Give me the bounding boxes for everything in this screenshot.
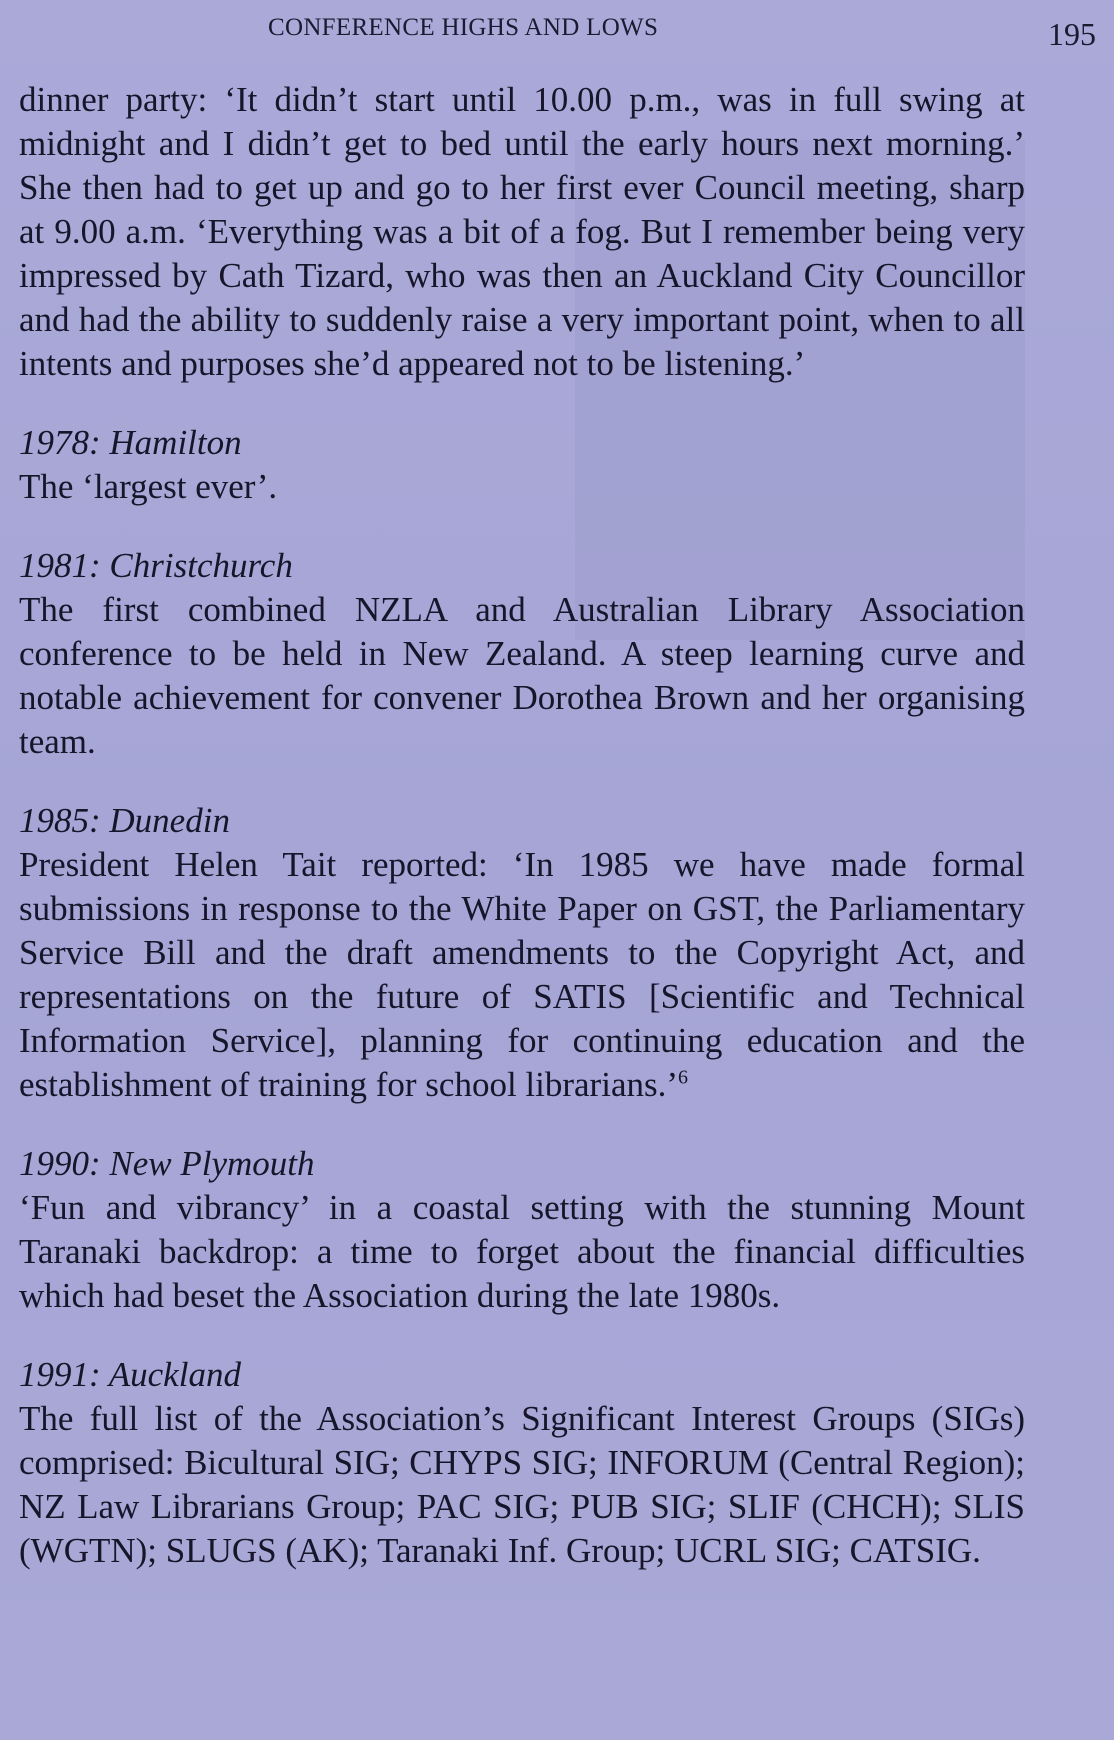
- entry-body-with-footnote: [19, 843, 1025, 1107]
- entry-body: The ‘largest ever’.: [19, 467, 278, 506]
- conference-entry-1991: [19, 1353, 1025, 1573]
- entry-heading: 1978: Hamilton: [19, 423, 242, 462]
- page-body: [19, 78, 1025, 1573]
- conference-entry-1990: [19, 1142, 1025, 1318]
- running-header-title: CONFERENCE HIGHS AND LOWS: [268, 14, 659, 41]
- entry-heading: 1985: Dunedin: [19, 801, 230, 840]
- entry-body: The first combined NZLA and Australian Library Association conference to be held in New Zealand. A steep learning curve and notable achievement for convener Dorothea Brown and her organising team.: [19, 590, 1025, 761]
- entry-body: The full list of the Association’s Significant Interest Groups (SIGs) comprised: Bicultural SIG; CHYPS SIG; INFORUM (Central Region); NZ Law Librarians Group; PAC SIG; PUB SIG; SLIF (CHCH); SLIS (WGTN); SLUGS (AK); Taranaki Inf. Group; UCRL SIG; CATSIG.: [19, 1399, 1025, 1570]
- entry-heading: 1981: Christchurch: [19, 546, 293, 585]
- entry-body: ‘Fun and vibrancy’ in a coastal setting with the stunning Mount Taranaki backdrop: a time to forget about the financial difficulties which had beset the Association during the late 1980s.: [19, 1188, 1025, 1315]
- conference-entry-1978: [19, 421, 1025, 509]
- page-number: 195: [1048, 16, 1096, 52]
- conference-entry-1985: [19, 799, 1025, 1107]
- intro-paragraph: dinner party: ‘It didn’t start until 10.00 p.m., was in full swing at midnight and I didn’t get to bed until the early hours next morning.’ She then had to get up and go to her first ever Council meeting, sharp at 9.00 a.m. ‘Everything was a bit of a fog. But I remember being very impressed by Cath Tizard, who was then an Auckland City Councillor and had the ability to suddenly raise a very important point, when to all intents and purposes she’d appeared not to be listening.’: [19, 80, 1025, 383]
- entry-body-text: President Helen Tait reported: ‘In 1985 we have made formal submissions in response to the White Paper on GST, the Parliamentary Service Bill and the draft amendments to the Copyright Act, and representations on the future of SATIS [Scientific and Technical Information Service], planning for continuing education and the establishment of training for school librarians.’: [19, 845, 1025, 1104]
- conference-entry-1981: [19, 544, 1025, 764]
- entry-heading: 1991: Auckland: [19, 1355, 241, 1394]
- footnote-marker: 6: [678, 1066, 689, 1089]
- entry-heading: 1990: New Plymouth: [19, 1144, 315, 1183]
